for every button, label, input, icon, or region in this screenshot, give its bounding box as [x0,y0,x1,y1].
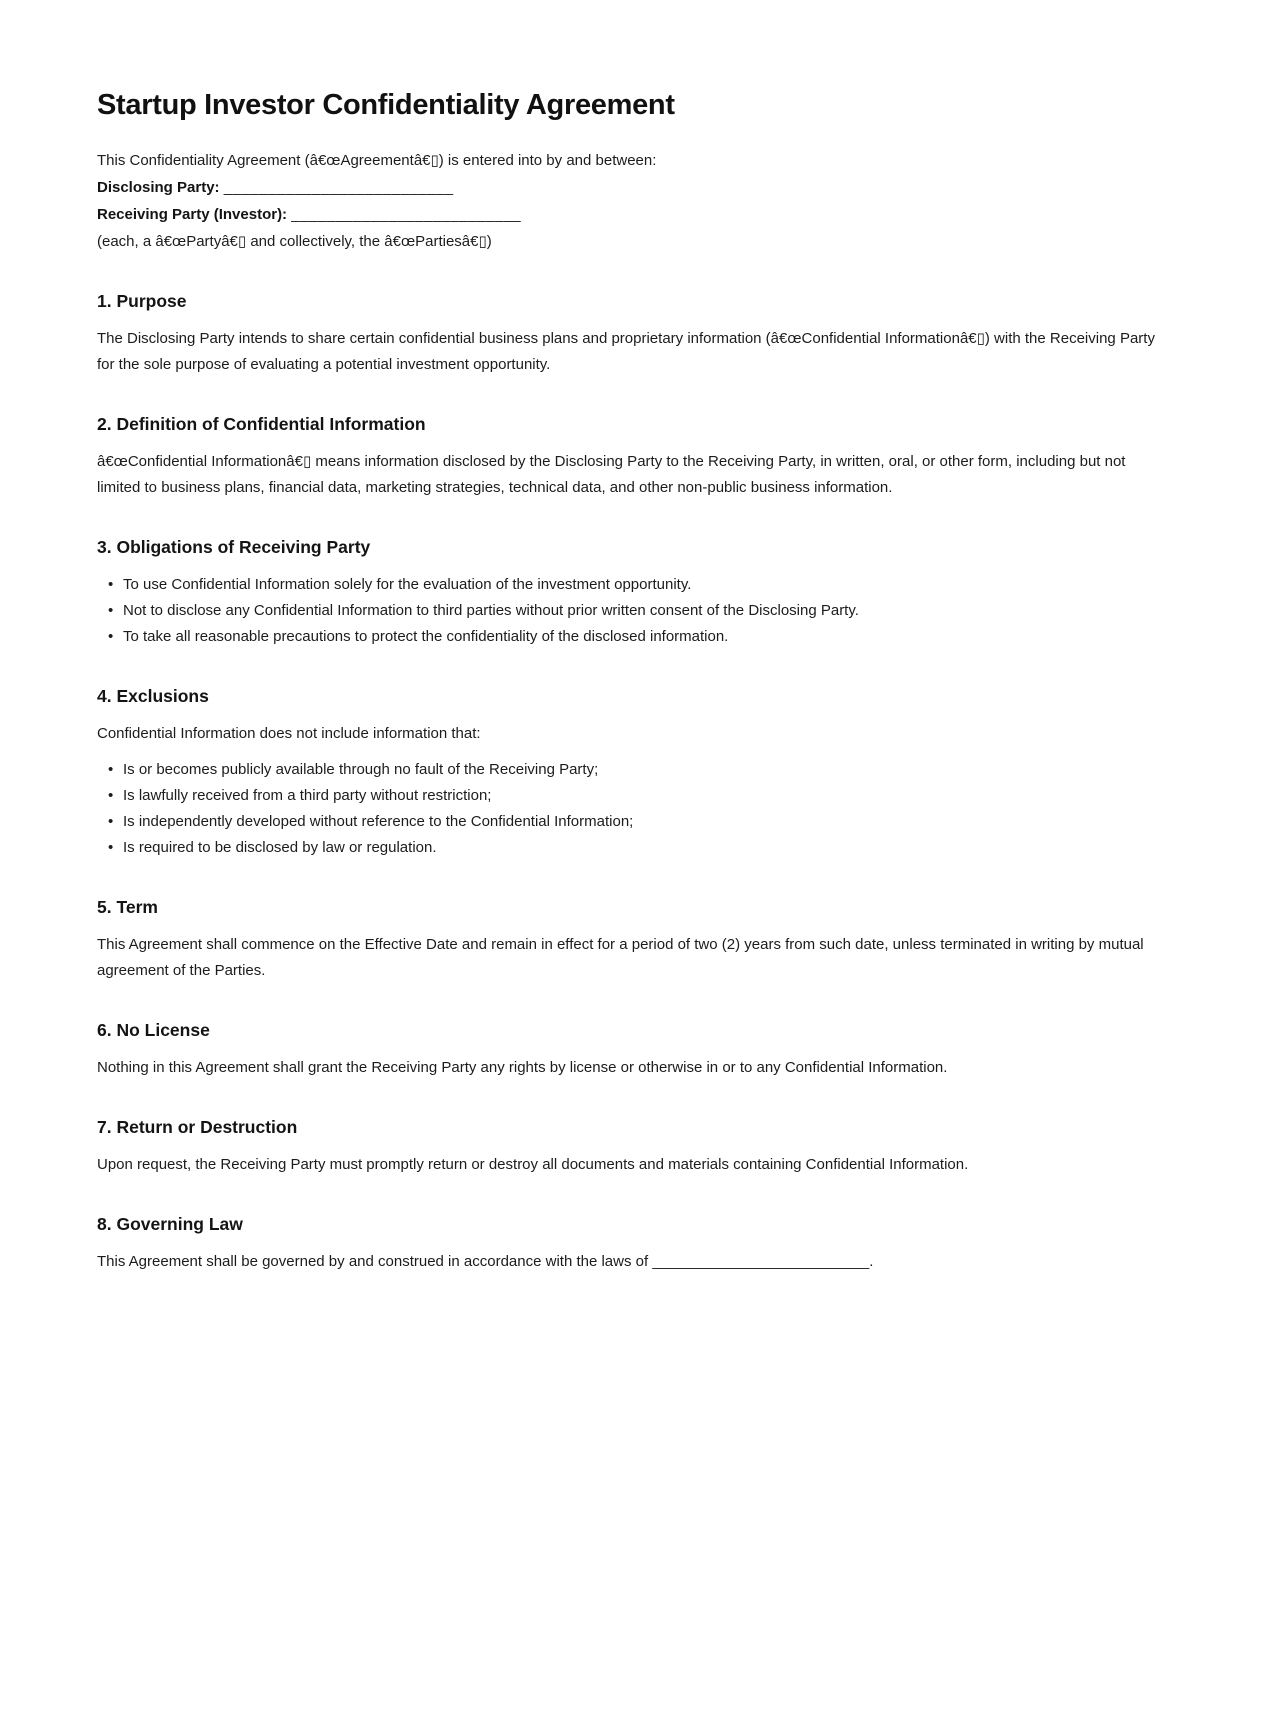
section-body: Upon request, the Receiving Party must promptly return or destroy all documents and materials containing Confidential Information. [97,1156,969,1173]
bullet-list [97,572,1166,650]
section-body: The Disclosing Party intends to share certain confidential business plans and proprietary information (â€œConfidential Informationâ€▯) with the Receiving Party for the sole purpose of evaluating a potential investment opportunity. [97,330,1155,373]
section-heading: 8. Governing Law [97,1214,243,1234]
section-term [97,897,1166,984]
section-governing-law [97,1214,1166,1275]
receiving-party-line [97,201,1166,228]
receiving-party-blank: __________________________ [291,206,522,223]
section-exclusions [97,686,1166,861]
section-heading: 5. Term [97,897,158,917]
section-body: â€œConfidential Informationâ€▯ means information disclosed by the Disclosing Party to the Receiving Party, in written, oral, or other form, including but not limited to business plans, financial data, marketing strategies, technical data, and other non-public business information. [97,453,1126,496]
bullet-item: • Is or becomes publicly available through no fault of the Receiving Party; [123,757,1166,783]
document-title: Startup Investor Confidentiality Agreement [97,89,675,121]
intro-paragraph: This Confidentiality Agreement (â€œAgreementâ€▯) is entered into by and between: [97,152,657,169]
section-heading: 3. Obligations of Receiving Party [97,537,371,557]
bullet-item: • Is required to be disclosed by law or regulation. [123,835,1166,861]
section-body: Nothing in this Agreement shall grant the Receiving Party any rights by license or otherwise in or to any Confidential Information. [97,1059,948,1076]
disclosing-party-line [97,174,1166,201]
parties-note: (each, a â€œPartyâ€▯ and collectively, the â€œPartiesâ€▯) [97,233,492,250]
section-heading: 1. Purpose [97,291,187,311]
bullet-item: • To take all reasonable precautions to protect the confidentiality of the disclosed information. [123,624,1166,650]
section-obligations [97,537,1166,650]
section-heading: 6. No License [97,1020,210,1040]
section-body: This Agreement shall commence on the Effective Date and remain in effect for a period of two (2) years from such date, unless terminated in writing by mutual agreement of the Parties. [97,936,1144,979]
section-heading: 2. Definition of Confidential Information [97,414,426,434]
section-body: Confidential Information does not include information that: [97,725,481,742]
section-heading: 4. Exclusions [97,686,209,706]
bullet-item: • To use Confidential Information solely for the evaluation of the investment opportunity. [123,572,1166,598]
bullet-item: • Is independently developed without reference to the Confidential Information; [123,809,1166,835]
section-definition [97,414,1166,501]
bullet-item: • Not to disclose any Confidential Information to third parties without prior written consent of the Disclosing Party. [123,598,1166,624]
disclosing-party-blank: __________________________ [223,179,454,196]
receiving-party-label: Receiving Party (Investor): [97,206,288,223]
section-no-license [97,1020,1166,1081]
section-purpose [97,291,1166,378]
disclosing-party-label: Disclosing Party: [97,179,220,196]
section-return-destruction [97,1117,1166,1178]
bullet-list [97,757,1166,861]
section-body: This Agreement shall be governed by and construed in accordance with the laws of __________________________. [97,1253,874,1270]
bullet-item: • Is lawfully received from a third party without restriction; [123,783,1166,809]
section-heading: 7. Return or Destruction [97,1117,298,1137]
